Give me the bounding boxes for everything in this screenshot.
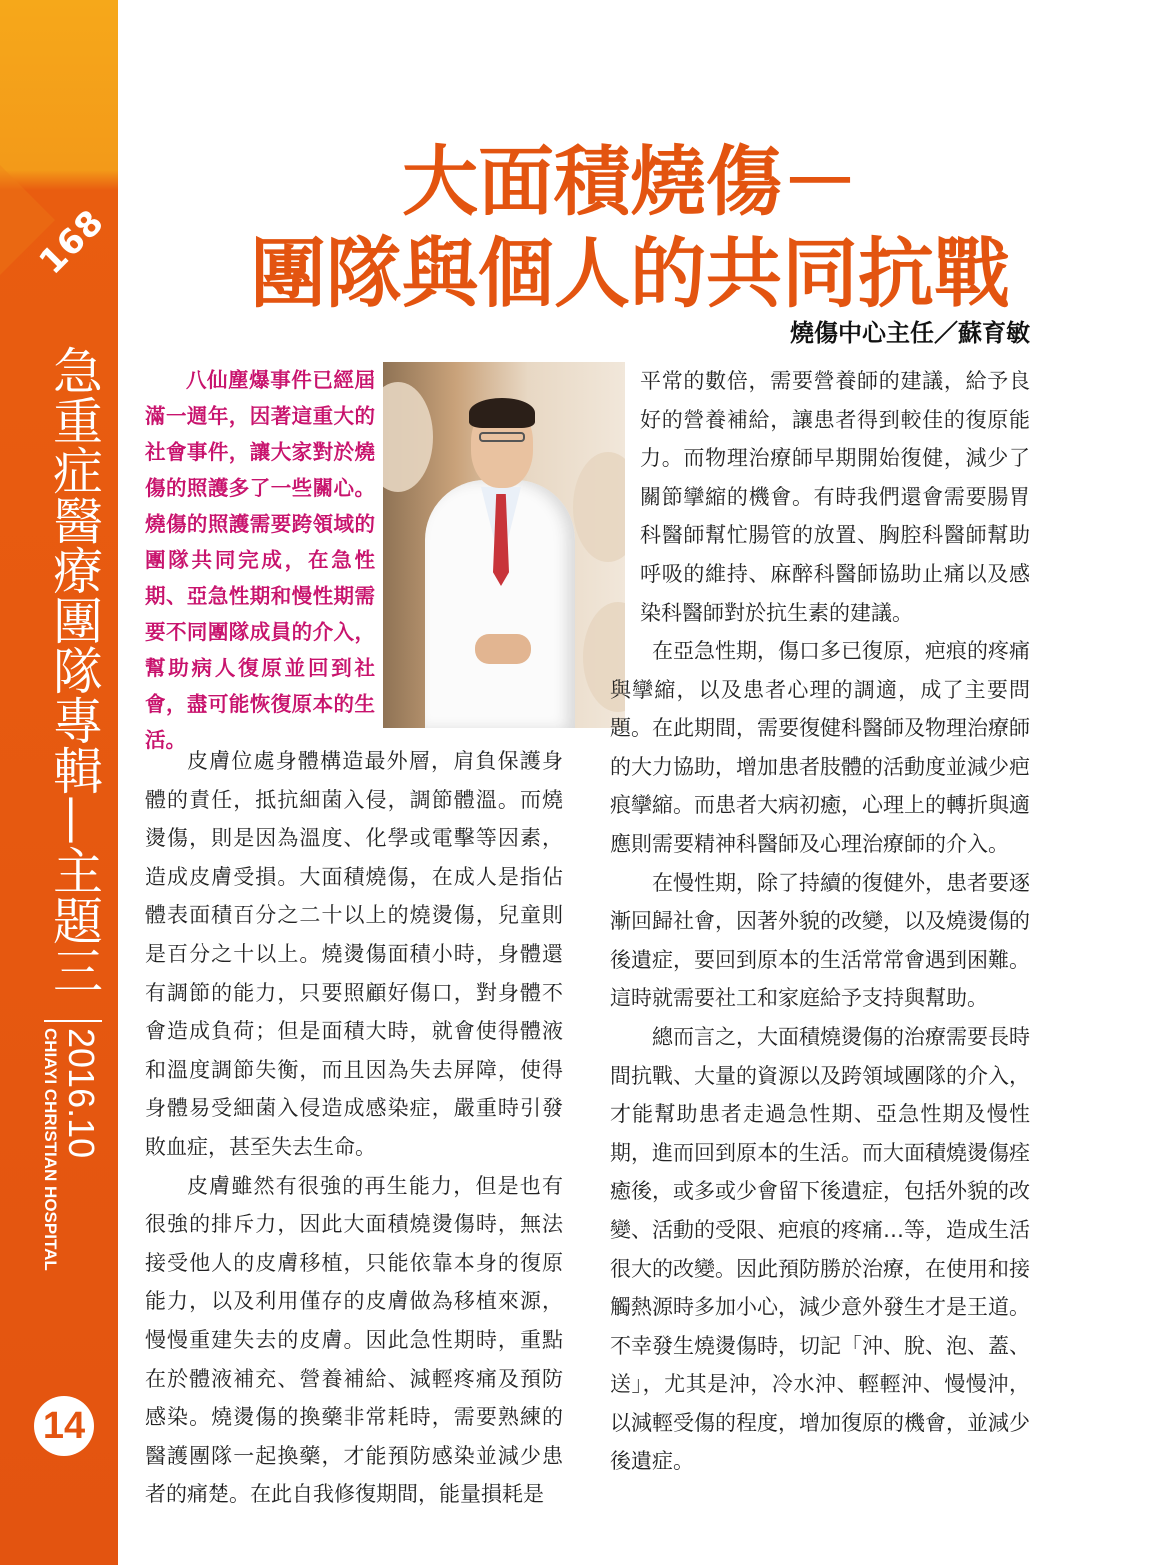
glasses: [479, 432, 525, 442]
photo-background-shape: [383, 382, 433, 492]
right-column: [610, 632, 1030, 1481]
left-column: [145, 742, 563, 1514]
title-line-2: 團隊與個人的共同抗戰: [250, 229, 1010, 318]
photo-background-shape: [573, 452, 625, 562]
page-number: 14: [34, 1396, 94, 1456]
issue-date: 2016.10: [61, 1028, 102, 1159]
paragraph: 總而言之，大面積燒燙傷的治療需要長時間抗戰、大量的資源以及跨領域團隊的介入，才能幫助患者走過急性期、亞急性期及慢性期，進而回到原本的生活。而大面積燒燙傷痊癒後，或多或少會留下後遺症，包括外貌的改變、活動的受限、疤痕的疼痛…等，造成生活很大的改變。因此預防勝於治療，在使用和接觸熱源時多加小心，減少意外發生才是王道。不幸發生燒燙傷時，切記「沖、脫、泡、蓋、送」，尤其是沖，冷水沖、輕輕沖、慢慢沖，以減輕受傷的程度，增加復原的機會，並減少後遺症。: [610, 1024, 1030, 1474]
issue-number: 168: [31, 201, 113, 283]
intro-text: 八仙塵爆事件已經屆滿一週年，因著這重大的社會事件，讓大家對於燒傷的照護多了一些關心。燒傷的照護需要跨領域的團隊共同完成，在急性期、亞急性期和慢性期需要不同團隊成員的介入，幫助病人復原並回到社會，盡可能恢復原本的生活。: [145, 368, 375, 752]
article-title: [180, 136, 1080, 320]
paragraph: 在亞急性期，傷口多已復原，疤痕的疼痛與攣縮，以及患者心理的調適，成了主要問題。在此期間，需要復健科醫師及物理治療師的大力協助，增加患者肢體的活動度並減少疤痕攣縮。而患者大病初癒，心理上的轉折與適應則需要精神科醫師及心理治療師的介入。: [610, 639, 1030, 856]
intro-paragraph: [145, 362, 375, 758]
paragraph-continuation: 平常的數倍，需要營養師的建議，給予良好的營養補給，讓患者得到較佳的復原能力。而物理治療師早期開始復健，減少了關節攣縮的機會。有時我們還會需要腸胃科醫師幫忙腸管的放置、胸腔科醫師幫助呼吸的維持、麻醉科醫師協助止痛以及感染科醫師對於抗生素的建議。: [640, 369, 1030, 625]
clasped-hands: [475, 634, 531, 664]
hair: [469, 398, 535, 428]
paragraph: 皮膚雖然有很強的再生能力，但是也有很強的排斥力，因此大面積燒燙傷時，無法接受他人的皮膚移植，只能依靠本身的復原能力，以及利用僅存的皮膚做為移植來源，慢慢重建失去的皮膚。因此急性期時，重點在於體液補充、營養補給、減輕疼痛及預防感染。燒燙傷的換藥非常耗時，需要熟練的醫護團隊一起換藥，才能預防感染並減少患者的痛楚。在此自我修復期間，能量損耗是: [145, 1173, 563, 1507]
issue-date-block: [40, 1020, 110, 1320]
divider: [44, 1020, 102, 1022]
right-column-top: [640, 362, 1030, 632]
section-title: 急重症醫療團隊專輯—主題三: [45, 345, 103, 995]
sidebar: [0, 0, 118, 1565]
byline: 燒傷中心主任／蘇育敏: [790, 318, 1030, 347]
paragraph: 在慢性期，除了持續的復健外，患者要逐漸回歸社會，因著外貌的改變，以及燒燙傷的後遺症，要回到原本的生活常常會遇到困難。這時就需要社工和家庭給予支持與幫助。: [610, 870, 1030, 1011]
title-line-1: 大面積燒傷－: [402, 137, 858, 226]
paragraph: 皮膚位處身體構造最外層，肩負保護身體的責任，抵抗細菌入侵，調節體溫。而燒燙傷，則是因為溫度、化學或電擊等因素，造成皮膚受損。大面積燒傷，在成人是指佔體表面積百分之二十以上的燒燙傷，兒童則是百分之十以上。燒燙傷面積小時，身體還有調節的能力，只要照顧好傷口，對身體不會造成負荷；但是面積大時，就會使得體液和溫度調節失衡，而且因為失去屏障，使得身體易受細菌入侵造成感染症，嚴重時引發敗血症，甚至失去生命。: [145, 749, 563, 1159]
hospital-name: CHIAYI CHRISTIAN HOSPITAL: [41, 1028, 60, 1271]
doctor-photo: [383, 362, 625, 728]
